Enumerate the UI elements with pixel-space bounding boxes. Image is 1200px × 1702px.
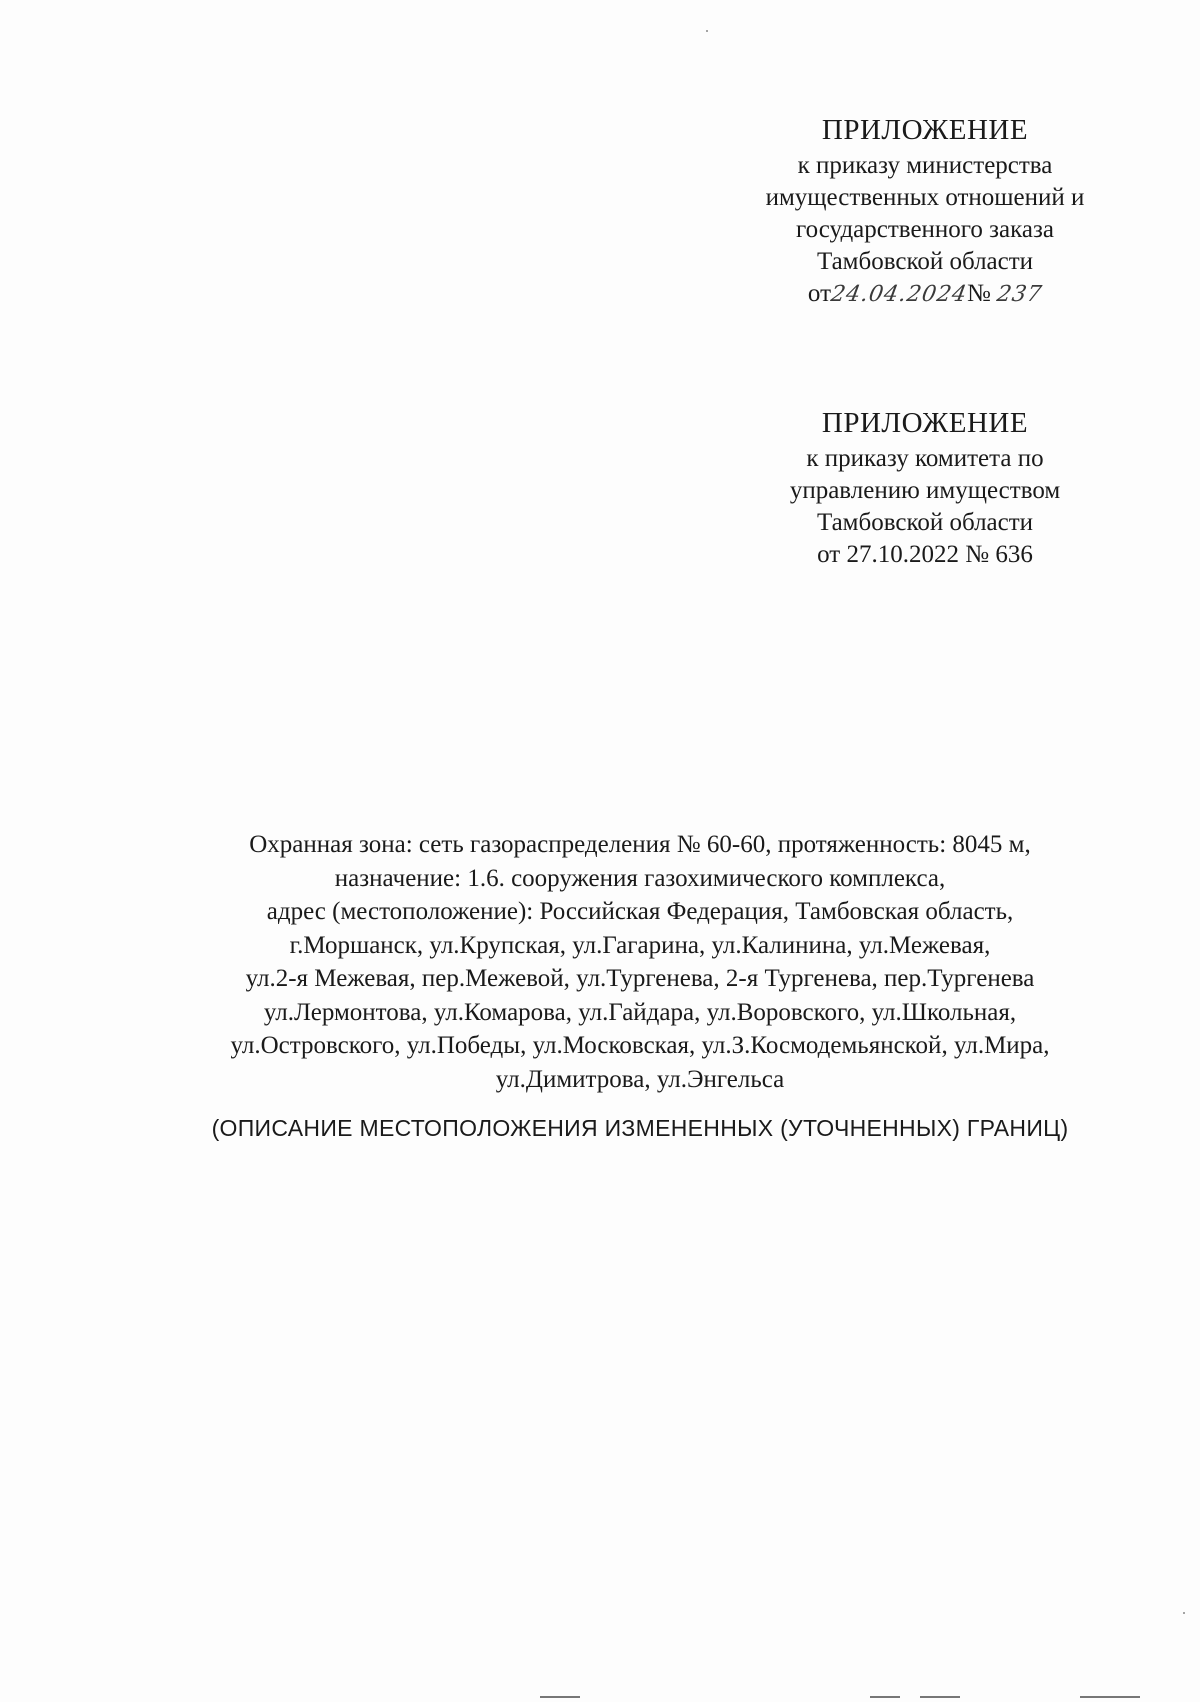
description-line: Охранная зона: сеть газораспределения № 60-60, протяженность: 8045 м, [249,831,1031,858]
approval-heading: ПРИЛОЖЕНИЕ [821,407,1029,439]
approval-block-committee [735,405,1115,571]
handwritten-number: 237 [994,282,1045,307]
approval-line: управлению имуществом [789,477,1061,504]
boundary-description-subtitle: (ОПИСАНИЕ МЕСТОПОЛОЖЕНИЯ ИЗМЕНЕННЫХ (УТОЧНЕННЫХ) ГРАНИЦ) [211,1115,1069,1141]
approval-line: к приказу министерства [797,152,1053,179]
approval-line: Тамбовской области [816,248,1034,275]
description-line: ул.Островского, ул.Победы, ул.Московская, ул.З.Космодемьянской, ул.Мира, [230,1032,1050,1059]
description-line: г.Моршанск, ул.Крупская, ул.Гагарина, ул.Калинина, ул.Межевая, [289,931,991,959]
description-line: назначение: 1.6. сооружения газохимического комплекса, [334,864,946,892]
description-line: ул.Лермонтова, ул.Комарова, ул.Гайдара, ул.Воровского, ул.Школьная, [263,998,1017,1026]
approval-line: государственного заказа [796,216,1054,243]
scan-speck [706,30,708,32]
scan-speck [1183,1612,1185,1614]
approval-heading: ПРИЛОЖЕНИЕ [821,114,1029,146]
approval-date-line: от 27.10.2022 № 636 [817,541,1033,568]
date-prefix: от [807,280,832,307]
approval-date-line [720,278,1130,311]
handwritten-date: 24.04.2024 [828,282,970,307]
description-line: ул.2-я Межевая, пер.Межевой, ул.Тургенева, 2-я Тургенева, пер.Тургенева [245,965,1035,992]
scan-edge-marks [0,1694,1200,1702]
approval-block-ministry [720,112,1130,311]
protection-zone-description [150,828,1130,1096]
description-line: адрес (местоположение): Российская Федерация, Тамбовская область, [266,898,1014,925]
description-line: ул.Димитрова, ул.Энгельса [495,1065,785,1093]
number-sign: № [966,280,991,307]
approval-line: к приказу комитета по [806,445,1044,472]
approval-line: Тамбовской области [816,509,1034,536]
approval-line: имущественных отношений и [765,184,1085,211]
